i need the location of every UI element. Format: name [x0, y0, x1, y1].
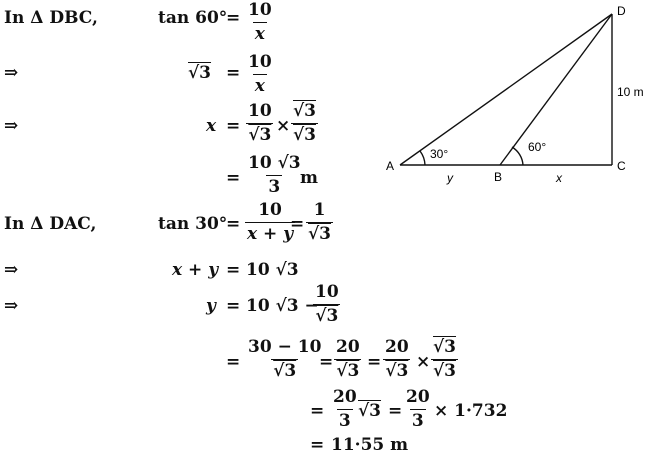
angle-label-a: 30° — [430, 147, 449, 161]
equals-sign: = — [226, 296, 241, 316]
denominator: √3 — [308, 224, 332, 244]
denominator: 3 — [338, 411, 351, 431]
vertex-b: B — [494, 170, 503, 184]
equals-sign: = — [310, 435, 325, 455]
angle-label-b: 60° — [528, 140, 547, 154]
equals-sign: = — [310, 401, 325, 421]
equals-sign: = — [367, 352, 382, 372]
vertex-c: C — [617, 159, 626, 173]
denominator: √3 — [273, 361, 297, 381]
numerator: √3 — [293, 101, 317, 121]
variable-x: x — [206, 116, 217, 136]
equals-sign: = — [388, 401, 403, 421]
times-1732: × 1·732 — [434, 401, 508, 421]
final-answer: 11·55 m — [331, 435, 409, 455]
numerator: 30 − 10 — [248, 337, 322, 357]
x-plus-y-lhs: x + y — [172, 260, 219, 280]
denominator: 3 — [268, 177, 281, 197]
equals-sign: = — [226, 168, 241, 188]
variable-y: y — [206, 296, 216, 316]
equals-sign: = — [319, 352, 334, 372]
vertex-a: A — [386, 159, 395, 173]
implies-arrow: ⇒ — [4, 260, 19, 280]
denominator: √3 — [433, 361, 457, 381]
value-10-sqrt3: 10 √3 — [246, 260, 299, 280]
denominator: √3 — [248, 125, 272, 145]
equals-sign: = — [226, 214, 241, 234]
numerator: 10 — [248, 52, 272, 72]
sqrt3-lhs: √3 — [188, 63, 212, 83]
triangle-label-dac: In Δ DAC, — [4, 214, 97, 234]
denominator: x — [254, 24, 265, 44]
unit-m: m — [300, 168, 318, 188]
side-label-dc: 10 m — [617, 85, 644, 99]
implies-arrow: ⇒ — [4, 116, 19, 136]
denominator: √3 — [385, 361, 409, 381]
equals-sign: = — [226, 260, 241, 280]
denominator: x — [254, 76, 265, 96]
numerator: 20 — [406, 387, 430, 407]
equals-sign: = — [226, 116, 241, 136]
denominator: √3 — [315, 306, 339, 326]
times-sign: × — [276, 116, 291, 136]
times-sign: × — [416, 352, 431, 372]
denominator: √3 — [293, 125, 317, 145]
vertex-d: D — [617, 4, 626, 18]
segment-label-y: y — [447, 171, 453, 185]
sqrt3-factor: √3 — [358, 401, 382, 421]
tan60-lhs: tan 60° — [158, 8, 228, 28]
segment-label-x: x — [556, 171, 562, 185]
line-bd — [500, 14, 612, 165]
denominator: √3 — [336, 361, 360, 381]
numerator: √3 — [433, 337, 457, 357]
numerator: 10 — [248, 101, 272, 121]
value-10-sqrt3-minus: 10 √3 − — [246, 296, 319, 316]
implies-arrow: ⇒ — [4, 296, 19, 316]
hypotenuse-ad — [400, 14, 612, 165]
equals-sign: = — [226, 63, 241, 83]
triangle-label-dbc: In Δ DBC, — [4, 8, 98, 28]
equals-sign: = — [290, 214, 305, 234]
numerator: 10 — [315, 282, 339, 302]
denominator: 3 — [411, 411, 424, 431]
numerator: 10 — [258, 200, 282, 220]
numerator: 20 — [385, 337, 409, 357]
equals-sign: = — [226, 8, 241, 28]
numerator: 20 — [336, 337, 360, 357]
equals-sign: = — [226, 352, 241, 372]
numerator: 20 — [333, 387, 357, 407]
denominator: x + y — [247, 224, 294, 244]
tan30-lhs: tan 30° — [158, 214, 228, 234]
angle-arc-b — [512, 147, 523, 165]
implies-arrow: ⇒ — [4, 63, 19, 83]
numerator: 1 — [313, 200, 326, 220]
angle-arc-a — [420, 151, 425, 165]
numerator: 10 √3 — [248, 153, 301, 173]
numerator: 10 — [248, 0, 272, 20]
